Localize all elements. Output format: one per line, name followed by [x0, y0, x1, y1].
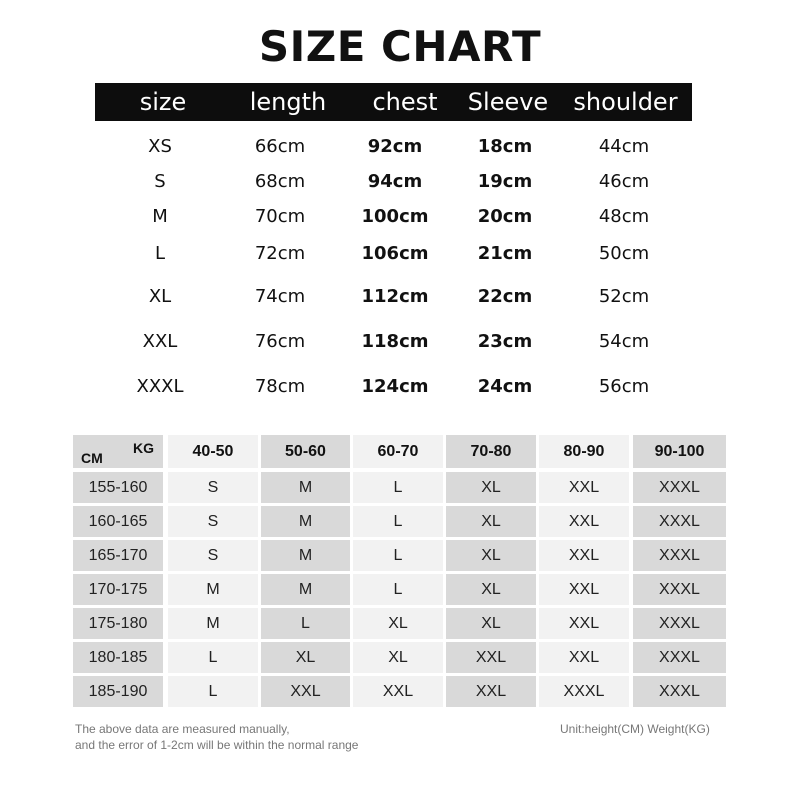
measure-cell: 54cm — [598, 331, 650, 352]
fit-size-cell: L — [261, 608, 350, 639]
height-label: 155-160 — [73, 472, 163, 503]
fit-size-cell: M — [261, 540, 350, 571]
weight-header: 70-80 — [446, 435, 536, 468]
measure-cell: 78cm — [254, 376, 306, 397]
fit-size-cell: M — [168, 574, 258, 605]
height-label: 180-185 — [73, 642, 163, 673]
fit-size-cell: XXL — [539, 540, 629, 571]
weight-header: 80-90 — [539, 435, 629, 468]
fit-size-cell: L — [353, 574, 443, 605]
fit-size-cell: XXXL — [633, 642, 726, 673]
fit-size-cell: XL — [353, 608, 443, 639]
size-label: L — [154, 243, 166, 264]
measure-cell: 74cm — [254, 286, 306, 307]
page-title: SIZE CHART — [258, 22, 542, 71]
fit-size-cell: XXL — [539, 608, 629, 639]
note-line-2: and the error of 1-2cm will be within the normal range — [75, 738, 359, 752]
corner-cm-label: CM — [81, 450, 103, 466]
fit-size-cell: L — [168, 676, 258, 707]
fit-table — [73, 435, 728, 710]
fit-size-cell: XL — [446, 472, 536, 503]
fit-size-cell: XXXL — [539, 676, 629, 707]
measure-cell: 76cm — [254, 331, 306, 352]
fit-size-cell: M — [261, 506, 350, 537]
fit-size-cell: M — [261, 472, 350, 503]
measure-cell: 19cm — [477, 171, 533, 192]
measure-cell: 70cm — [254, 206, 306, 227]
measure-cell: 92cm — [367, 136, 423, 157]
fit-size-cell: XXL — [539, 506, 629, 537]
height-label: 170-175 — [73, 574, 163, 605]
fit-size-cell: L — [168, 642, 258, 673]
measure-cell: 100cm — [361, 206, 429, 227]
fit-size-cell: XXXL — [633, 676, 726, 707]
fit-size-cell: S — [168, 472, 258, 503]
measure-cell: 124cm — [361, 376, 429, 397]
size-label: XXXL — [136, 376, 184, 397]
measure-cell: 94cm — [367, 171, 423, 192]
height-label: 165-170 — [73, 540, 163, 571]
header-chest: chest — [372, 88, 438, 116]
measure-cell: 118cm — [361, 331, 429, 352]
fit-size-cell: S — [168, 506, 258, 537]
measure-cell: 18cm — [477, 136, 533, 157]
measure-cell: 52cm — [598, 286, 650, 307]
fit-size-cell: XL — [261, 642, 350, 673]
fit-size-cell: XXXL — [633, 574, 726, 605]
fit-size-cell: XXXL — [633, 472, 726, 503]
measure-cell: 50cm — [598, 243, 650, 264]
fit-size-cell: XXXL — [633, 540, 726, 571]
measure-cell: 66cm — [254, 136, 306, 157]
fit-size-cell: XXL — [261, 676, 350, 707]
weight-header: 60-70 — [353, 435, 443, 468]
measure-cell: 72cm — [254, 243, 306, 264]
header-length: length — [249, 88, 327, 116]
corner-kg-label: KG — [133, 440, 154, 456]
measure-cell: 106cm — [361, 243, 429, 264]
fit-size-cell: L — [353, 472, 443, 503]
corner-cell — [73, 435, 163, 468]
fit-size-cell: M — [261, 574, 350, 605]
fit-size-cell: S — [168, 540, 258, 571]
header-size: size — [139, 88, 187, 116]
measure-cell: 68cm — [254, 171, 306, 192]
fit-size-cell: XXL — [539, 642, 629, 673]
header-sleeve: Sleeve — [467, 88, 549, 116]
size-label: M — [152, 206, 168, 227]
weight-header: 90-100 — [633, 435, 726, 468]
header-shoulder: shoulder — [573, 88, 678, 116]
fit-size-cell: XXL — [539, 472, 629, 503]
fit-size-cell: XXL — [353, 676, 443, 707]
fit-size-cell: XXXL — [633, 608, 726, 639]
fit-size-cell: XL — [353, 642, 443, 673]
measure-cell: 24cm — [477, 376, 533, 397]
height-label: 160-165 — [73, 506, 163, 537]
fit-size-cell: XXL — [446, 642, 536, 673]
measure-cell: 46cm — [598, 171, 650, 192]
fit-size-cell: XL — [446, 506, 536, 537]
measure-header-bar — [95, 83, 692, 121]
measure-cell: 112cm — [361, 286, 429, 307]
height-label: 175-180 — [73, 608, 163, 639]
fit-size-cell: XL — [446, 608, 536, 639]
weight-header: 40-50 — [168, 435, 258, 468]
fit-size-cell: XXL — [446, 676, 536, 707]
fit-size-cell: XL — [446, 540, 536, 571]
size-label: XL — [148, 286, 172, 307]
measure-cell: 56cm — [598, 376, 650, 397]
units-note: Unit:height(CM) Weight(KG) — [560, 722, 710, 736]
measure-cell: 21cm — [477, 243, 533, 264]
fit-size-cell: L — [353, 506, 443, 537]
fit-size-cell: M — [168, 608, 258, 639]
fit-size-cell: XXL — [539, 574, 629, 605]
size-label: S — [154, 171, 166, 192]
measure-cell: 44cm — [598, 136, 650, 157]
fit-size-cell: L — [353, 540, 443, 571]
weight-header: 50-60 — [261, 435, 350, 468]
size-label: XS — [148, 136, 172, 157]
fit-size-cell: XXXL — [633, 506, 726, 537]
note-line-1: The above data are measured manually, — [75, 722, 290, 736]
measure-cell: 20cm — [477, 206, 533, 227]
measure-cell: 22cm — [477, 286, 533, 307]
measure-cell: 48cm — [598, 206, 650, 227]
measure-cell: 23cm — [477, 331, 533, 352]
size-label: XXL — [142, 331, 178, 352]
height-label: 185-190 — [73, 676, 163, 707]
fit-size-cell: XL — [446, 574, 536, 605]
